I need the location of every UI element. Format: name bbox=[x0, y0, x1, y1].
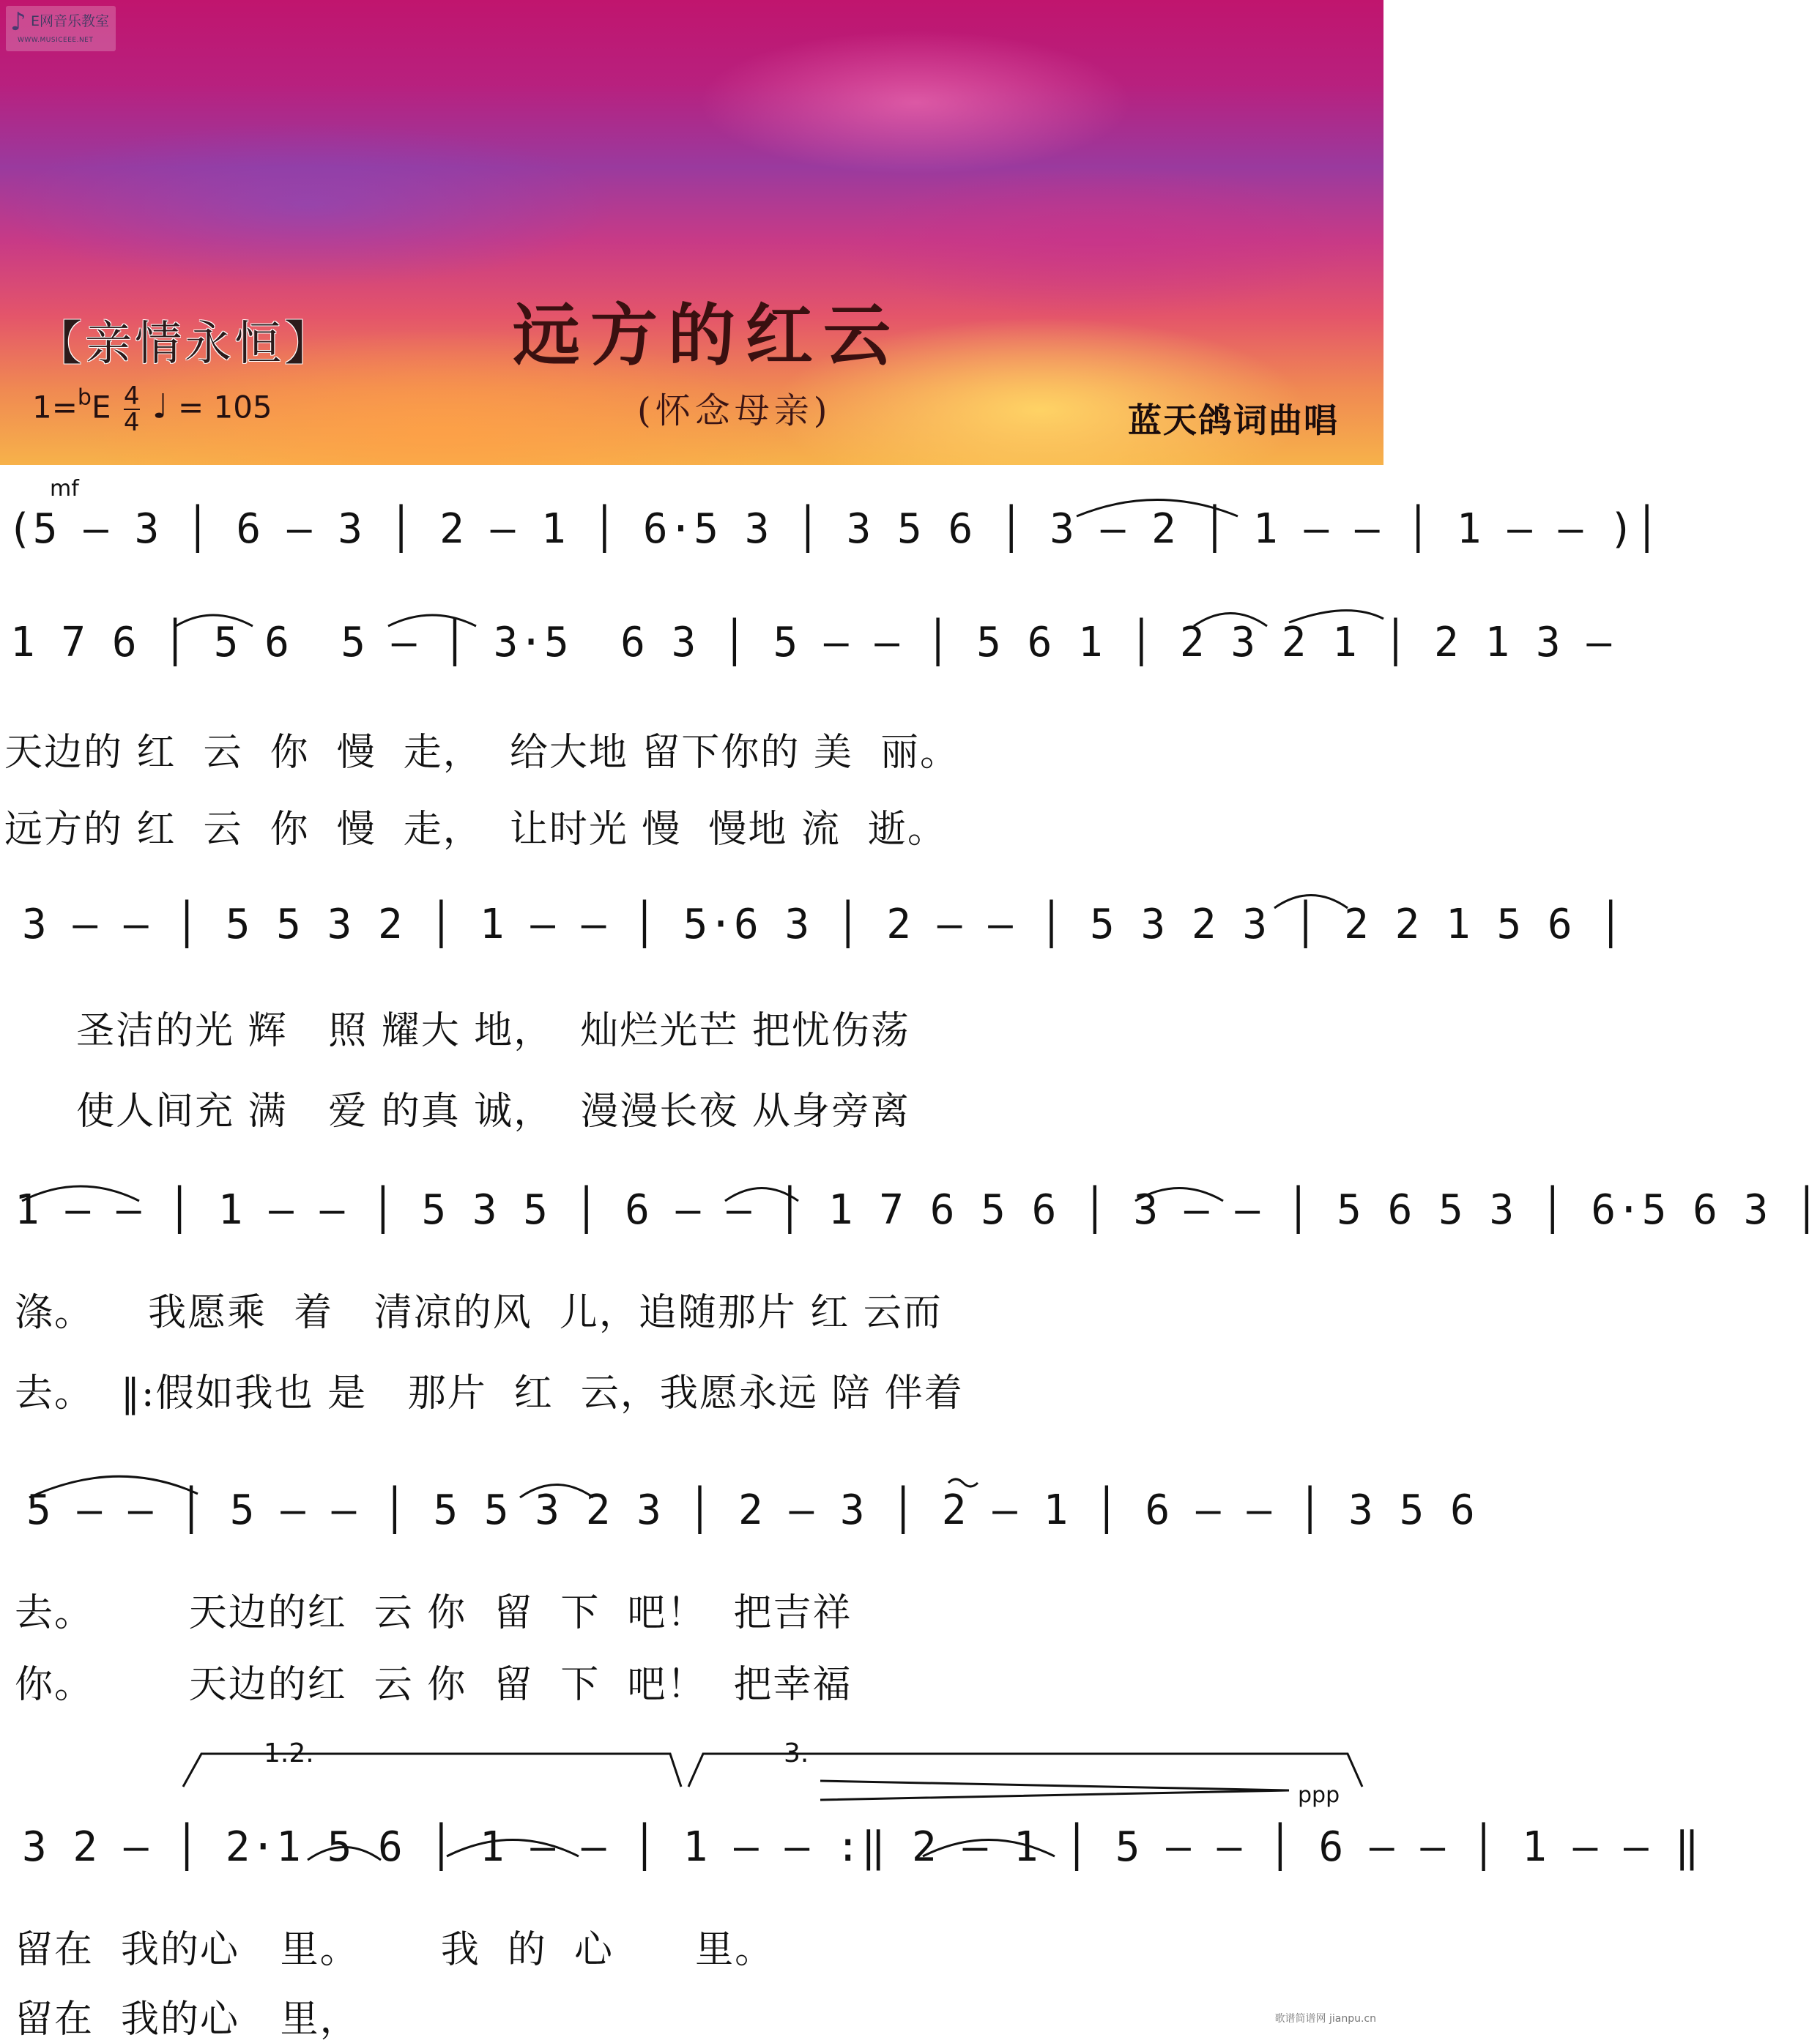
lyric-line-4-verse-2: 去。 ‖:假如我也 是 那片 红 云，我愿永远 陪 伴着 bbox=[15, 1372, 964, 1415]
lyric-line-6-verse-1: 留在 我的心 里。 我 的 心 里。 bbox=[15, 1928, 775, 1972]
key-tonic: E bbox=[91, 389, 111, 425]
quarter-note-icon: ♩ bbox=[152, 386, 168, 426]
lyric-line-5-verse-1: 去。 天边的红 云 你 留 下 吧！ 把吉祥 bbox=[15, 1591, 853, 1635]
lyric-line-5-verse-2: 你。 天边的红 云 你 留 下 吧！ 把幸福 bbox=[15, 1663, 853, 1707]
notation-line-5: 5 – – │ 5 – – │ 5 5 3 2 3 │ 2 – 3 │ 2 – 1 │ 6 – – │ 3 5 6 bbox=[26, 1486, 1476, 1534]
notation-line-6: 3 2 – │ 2·1 5 6 │ 1 – – │ 1 – – :‖ 2 – 1 │ 5 – – │ 6 – – │ 1 – – ‖ bbox=[22, 1823, 1701, 1871]
logo-url: WWW.MUSICEEE.NET bbox=[18, 37, 94, 44]
time-top: 4 bbox=[123, 382, 140, 411]
category-label: 【亲情永恒】 bbox=[35, 317, 334, 371]
notation-line-2: 1 7 6 │ 5 6 5 – │ 3·5 6 3 │ 5 – – │ 5 6 1 │ 2 3 2 1 │ 2 1 3 – bbox=[10, 619, 1613, 666]
lyric-line-4-verse-1: 涤。 我愿乘 着 清凉的风 儿，追随那片 红 云而 bbox=[15, 1291, 943, 1335]
song-author: 蓝天鸽词曲唱 bbox=[1128, 401, 1339, 440]
lyric-line-2-verse-2: 远方的 红 云 你 慢 走， 让时光 慢 慢地 流 逝。 bbox=[4, 808, 947, 852]
lyric-line-6-verse-2: 留在 我的心 里， bbox=[15, 1998, 360, 2042]
notation-line-3: 3 – – │ 5 5 3 2 │ 1 – – │ 5·6 3 │ 2 – – │ 5 3 2 3 │ 2 2 1 5 6 │ bbox=[22, 901, 1624, 948]
turn-ornament bbox=[948, 1479, 978, 1486]
lyric-line-3-verse-1: 圣洁的光 辉 照 耀大 地， 灿烂光芒 把忧伤荡 bbox=[22, 1009, 910, 1053]
dynamic-ppp: ppp bbox=[1298, 1782, 1340, 1808]
lyric-line-2-verse-1: 天边的 红 云 你 慢 走， 给大地 留下你的 美 丽。 bbox=[4, 731, 959, 775]
volta-label-2: 3. bbox=[784, 1738, 809, 1768]
tempo-value: = 105 bbox=[177, 389, 272, 425]
key-flat: b bbox=[77, 384, 92, 411]
notation-line-4: 1 – – │ 1 – – │ 5 3 5 │ 6 – – │ 1 7 6 5 6 │ 3 – – │ 5 6 5 3 │ 6·5 6 3 │ bbox=[15, 1186, 1820, 1234]
logo-text: E网音乐教室 bbox=[31, 13, 110, 29]
key-prefix: 1= bbox=[32, 389, 78, 425]
site-watermark: 歌谱简谱网 jianpu.cn bbox=[1274, 2013, 1376, 2025]
song-subtitle: (怀念母亲) bbox=[637, 390, 832, 431]
dynamic-mf: mf bbox=[50, 476, 79, 502]
decrescendo-hairpin bbox=[820, 1781, 1289, 1800]
volta-label-1: 1.2. bbox=[264, 1738, 314, 1768]
lyric-line-3-verse-2: 使人间充 满 爱 的真 诚， 漫漫长夜 从身旁离 bbox=[22, 1090, 910, 1134]
time-bottom: 4 bbox=[123, 408, 140, 437]
volta-bracket bbox=[183, 1754, 681, 1787]
notation-line-1: (5 – 3 │ 6 – 3 │ 2 – 1 │ 6·5 3 │ 3 5 6 │ 3 – 2 │ 1 – – │ 1 – – )│ bbox=[7, 505, 1660, 553]
music-note-icon: ♪ bbox=[10, 7, 26, 37]
song-title: 远方的红云 bbox=[513, 297, 902, 375]
